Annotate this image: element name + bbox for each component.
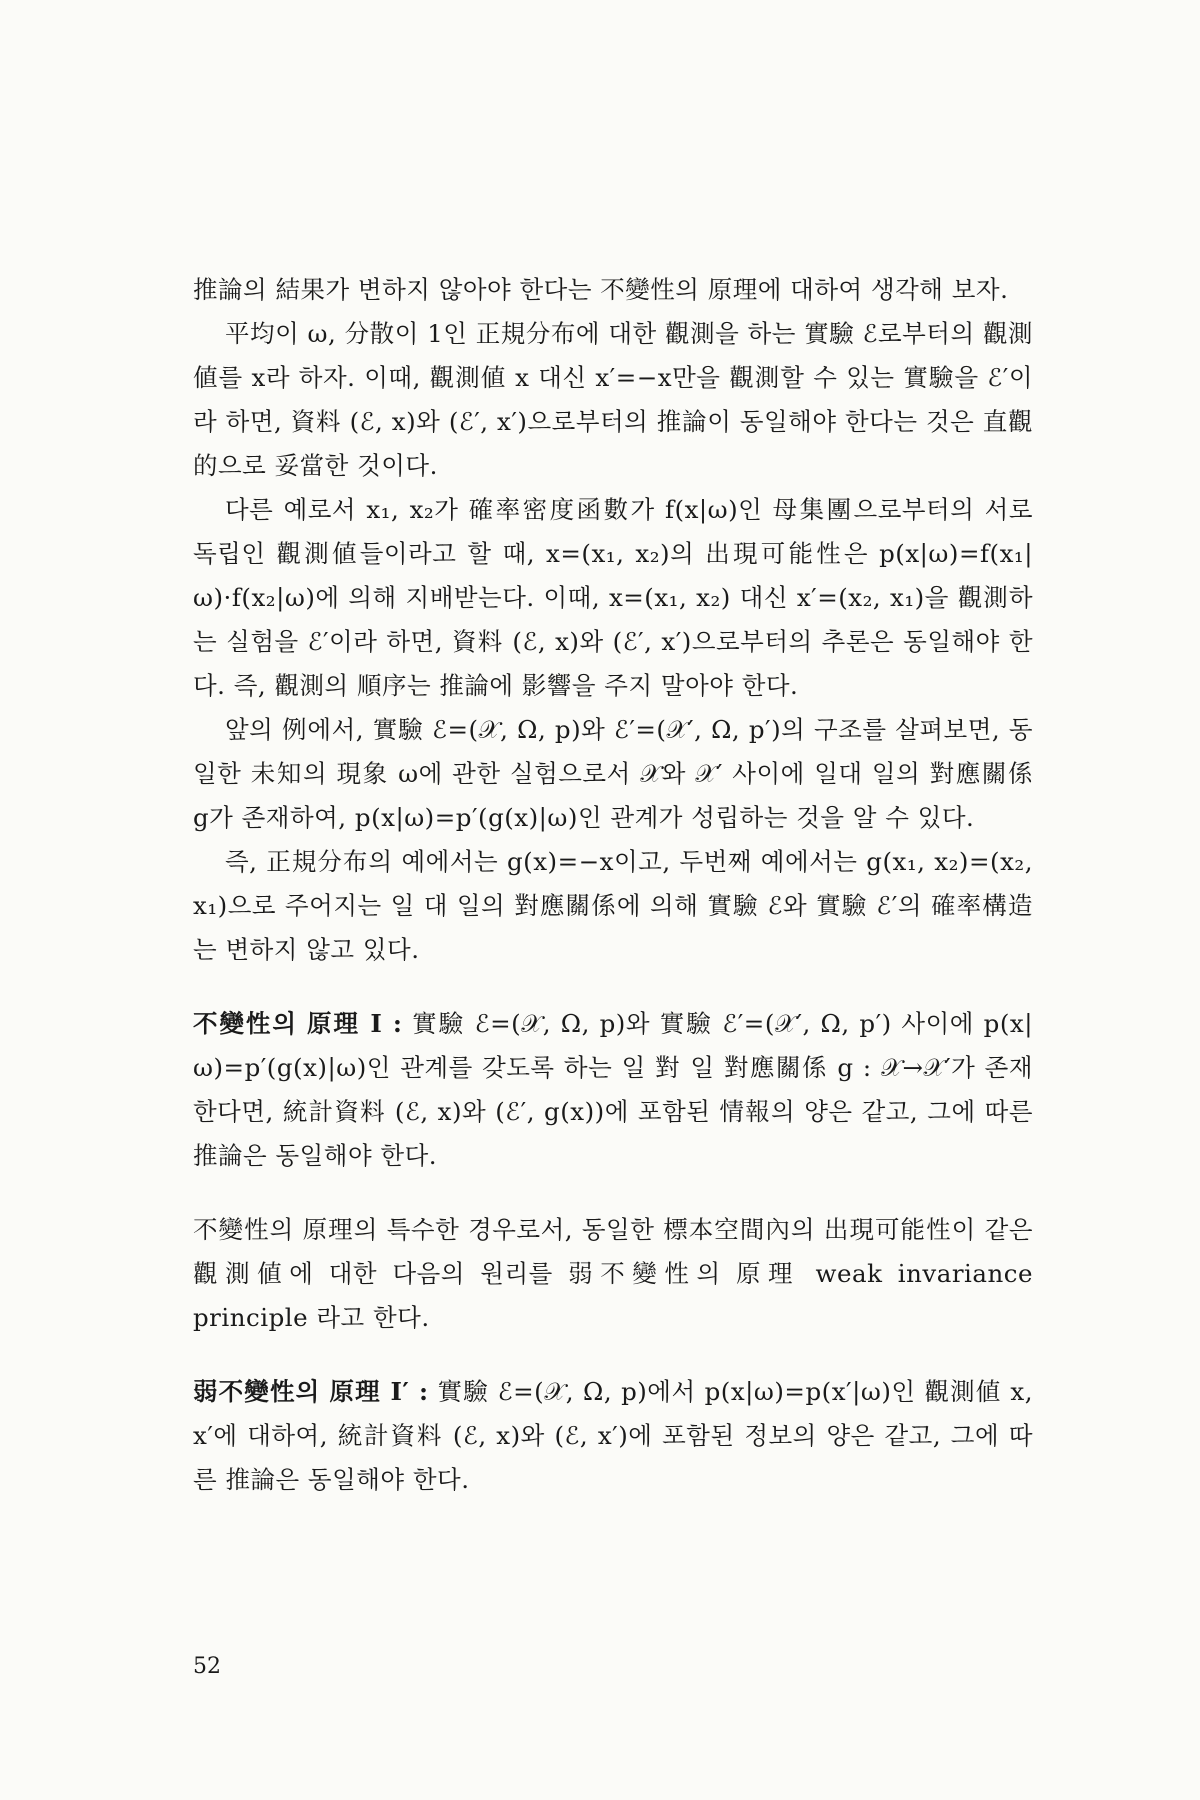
weak-invariance-principle-text: 實驗 ℰ=(𝒳, Ω, p)에서 p(x|ω)=p(x′|ω)인 觀測値 x, x′에 대하여, 統計資料 (ℰ, x)와 (ℰ, x′)에 포함된 정보의 양은 같고, 그에 따른 推論은 동일해야 한다. [193, 1377, 1033, 1494]
invariance-principle [193, 1002, 1033, 1178]
invariance-principle-text: 實驗 ℰ=(𝒳, Ω, p)와 實驗 ℰ′=(𝒳′, Ω, p′) 사이에 p(x|ω)=p′(g(x)|ω)인 관계를 갖도록 하는 일 對 일 對應關係 g : 𝒳→𝒳′가 존재한다면, 統計資料 (ℰ, x)와 (ℰ′, g(x))에 포함된 情報의 양은 같고, 그에 따른 推論은 동일해야 한다. [193, 1009, 1033, 1170]
weak-invariance-principle-label: 弱不變性의 原理 I′ : [193, 1377, 429, 1406]
paragraph-normal-example: 平均이 ω, 分散이 1인 正規分布에 대한 觀測을 하는 實驗 ℰ로부터의 觀測値를 x라 하자. 이때, 觀測値 x 대신 x′=−x만을 觀測할 수 있는 實驗을 ℰ′이라 하면, 資料 (ℰ, x)와 (ℰ′, x′)으로부터의 推論이 동일해야 한다는 것은 直觀的으로 妥當한 것이다. [193, 319, 1033, 480]
spacer [193, 1178, 1033, 1208]
paragraph-summary: 즉, 正規分布의 예에서는 g(x)=−x이고, 두번째 예에서는 g(x₁, x₂)=(x₂, x₁)으로 주어지는 일 대 일의 對應關係에 의해 實驗 ℰ와 實驗 ℰ′의 確率構造는 변하지 않고 있다. [193, 847, 1033, 964]
page-body [193, 268, 1033, 1502]
spacer [193, 972, 1033, 1002]
paragraph-structure: 앞의 例에서, 實驗 ℰ=(𝒳, Ω, p)와 ℰ′=(𝒳′, Ω, p′)의 구조를 살펴보면, 동일한 未知의 現象 ω에 관한 실험으로서 𝒳와 𝒳′ 사이에 일대 일의 對應關係 g가 존재하여, p(x|ω)=p′(g(x)|ω)인 관계가 성립하는 것을 알 수 있다. [193, 715, 1033, 832]
paragraph-intro: 推論의 結果가 변하지 않아야 한다는 不變性의 原理에 대하여 생각해 보자. [193, 275, 1009, 304]
spacer [193, 1340, 1033, 1370]
paragraph-special-case: 不變性의 原理의 특수한 경우로서, 동일한 標本空間內의 出現可能性이 같은 觀測値에 대한 다음의 원리를 弱不變性의 原理 weak invariance principle 라고 한다. [193, 1215, 1033, 1332]
weak-invariance-principle [193, 1370, 1033, 1502]
paragraph-second-example: 다른 예로서 x₁, x₂가 確率密度函數가 f(x|ω)인 母集團으로부터의 서로 독립인 觀測値들이라고 할 때, x=(x₁, x₂)의 出現可能性은 p(x|ω)=f(x₁|ω)·f(x₂|ω)에 의해 지배받는다. 이때, x=(x₁, x₂) 대신 x′=(x₂, x₁)을 觀測하는 실험을 ℰ′이라 하면, 資料 (ℰ, x)와 (ℰ′, x′)으로부터의 추론은 동일해야 한다. 즉, 觀測의 順序는 推論에 影響을 주지 말아야 한다. [193, 495, 1033, 700]
invariance-principle-label: 不變性의 原理 I : [193, 1009, 403, 1038]
page-number: 52 [193, 1654, 221, 1679]
